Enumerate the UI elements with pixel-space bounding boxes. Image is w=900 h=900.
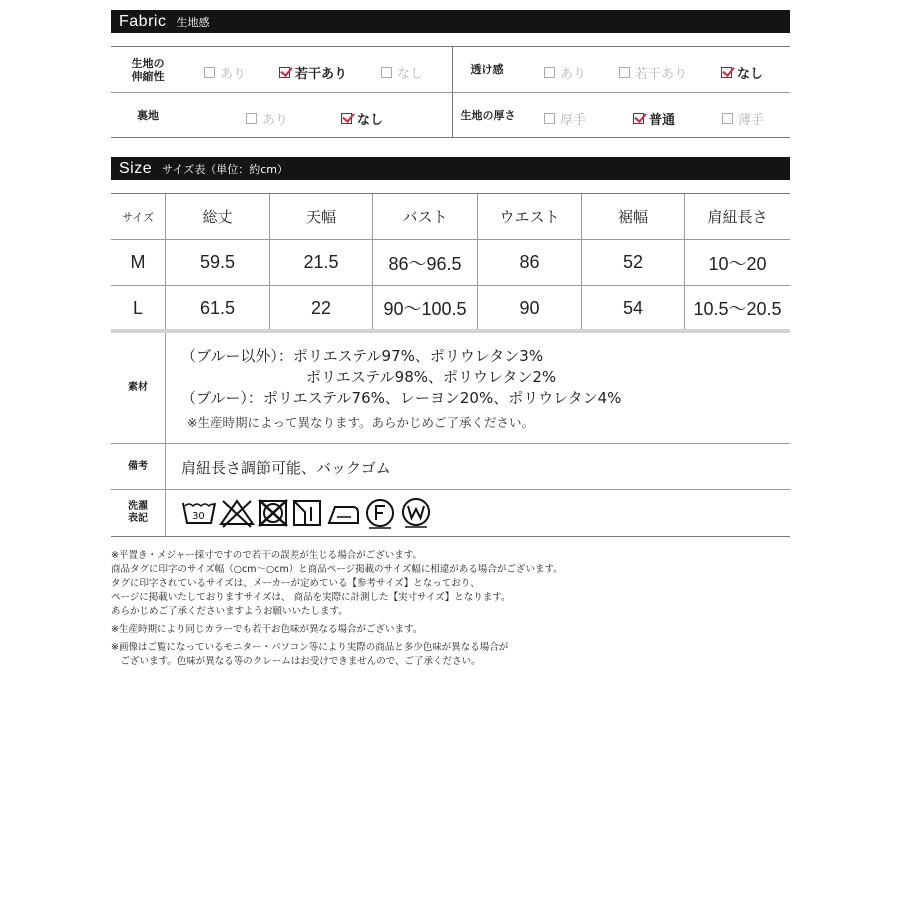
stretch-label: 生地の 伸縮性	[131, 57, 165, 83]
no-tumble-dry-icon	[257, 497, 289, 533]
remarks-text: 肩紐長さ調節可能、バックゴム	[181, 459, 391, 477]
thickness-option-futsuu: 普通	[633, 109, 675, 128]
checkbox-icon	[544, 67, 555, 78]
care-row	[111, 490, 790, 536]
size-title: Size	[119, 159, 153, 177]
table-cell: L	[111, 286, 166, 330]
fabric-row-1	[111, 47, 790, 93]
fabric-title: Fabric	[119, 12, 167, 30]
footnote-line: ※生産時期により同じカラーでも若干お色味が異なる場合がございます。	[111, 624, 423, 635]
fabric-subtitle: 生地感	[176, 15, 210, 29]
footnote-line: 商品タグに印字のサイズ幅（○cm〜○cm）と商品ページ掲載のサイズ幅に相違がある場合がございます。	[111, 564, 563, 575]
table-cell: 90	[478, 286, 582, 330]
sheer-option-jakkan: 若干あり	[619, 63, 687, 82]
checkbox-icon	[544, 113, 555, 124]
table-cell: 61.5	[166, 286, 270, 330]
size-row-m	[111, 240, 790, 286]
header-cell-strap: 肩紐長さ	[707, 208, 768, 226]
svg-text:30: 30	[192, 511, 205, 522]
header-cell-bust: バスト	[373, 194, 478, 239]
fabric-table	[111, 46, 790, 138]
table-cell: 10〜20	[708, 253, 767, 274]
footnote-line: ページに掲載いたしておりますサイズは、 商品を実際に計測した【実寸サイズ】となります。	[111, 592, 511, 603]
thickness-option-usude: 薄手	[722, 109, 764, 128]
checked-checkbox-icon	[341, 113, 352, 124]
line-dry-shade-icon	[291, 497, 323, 533]
no-bleach-icon	[219, 497, 255, 533]
care-icons	[181, 497, 435, 533]
lining-option-ari: あり	[246, 109, 288, 128]
checked-checkbox-icon	[633, 113, 644, 124]
table-cell: 21.5	[270, 240, 373, 285]
size-header-row	[111, 194, 790, 240]
table-cell: 10.5〜20.5	[693, 299, 782, 319]
care-label: 洗濯 表記	[111, 490, 166, 536]
checkbox-icon	[204, 67, 215, 78]
checkbox-icon	[722, 113, 733, 124]
material-row	[111, 333, 790, 444]
lining-option-nashi: なし	[341, 109, 383, 128]
stretch-option-nashi: なし	[381, 63, 423, 82]
footnote-line: あらかじめご了承くださいますようお願いいたします。	[111, 606, 348, 617]
iron-low-icon	[325, 497, 361, 533]
checkbox-icon	[246, 113, 257, 124]
footnotes	[111, 549, 563, 669]
fabric-section-header	[111, 10, 790, 33]
table-cell: 59.5	[166, 240, 270, 285]
lining-label: 裏地	[137, 109, 159, 122]
footnote-line: ※平置き・メジャー採寸ですので若干の誤差が生じる場合がございます。	[111, 550, 423, 561]
stretch-option-jakkan: 若干あり	[279, 63, 347, 82]
size-row-l	[111, 286, 790, 330]
sheer-option-ari: あり	[544, 63, 586, 82]
thickness-label: 生地の厚さ	[460, 109, 516, 122]
size-section-header	[111, 157, 790, 180]
material-line-3: （ブルー）：ポリエステル76%、レーヨン20%、ポリウレタン4%	[181, 389, 622, 407]
stretch-option-ari: あり	[204, 63, 246, 82]
remarks-row	[111, 444, 790, 490]
footnote-line: ※画像はご覧になっているモニター・パソコン等により実際の商品と多少色味が異なる場合が	[111, 642, 509, 653]
header-cell-waist: ウエスト	[478, 194, 582, 239]
footnote-line: タグに印字されているサイズは、メーカーが定めている【参考サイズ】となっており、	[111, 578, 480, 589]
checked-checkbox-icon	[721, 67, 732, 78]
header-cell-size: サイズ	[111, 194, 166, 239]
size-table	[111, 193, 790, 332]
table-cell: 52	[582, 240, 685, 285]
material-line-2: ポリエステル98%、ポリウレタン2%	[306, 368, 557, 386]
checkbox-icon	[619, 67, 630, 78]
table-cell: M	[111, 240, 166, 285]
material-note: ※生産時期によって異なります。あらかじめご了承ください。	[187, 415, 534, 430]
size-subtitle: サイズ表（単位：約cm）	[162, 162, 289, 176]
fabric-row-2	[111, 93, 790, 138]
checked-checkbox-icon	[279, 67, 290, 78]
table-cell: 90〜100.5	[373, 286, 478, 330]
info-table	[111, 333, 790, 537]
material-label: 素材	[111, 333, 166, 443]
thickness-option-atsude: 厚手	[544, 109, 586, 128]
dry-clean-f-icon	[363, 497, 397, 533]
sheer-option-nashi: なし	[721, 63, 763, 82]
footnote-line: ございます。色味が異なる等のクレームはお受けできませんので、ご了承ください。	[111, 656, 481, 667]
wash-30-icon	[181, 497, 217, 533]
header-cell-top-width: 天幅	[270, 194, 373, 239]
remarks-label: 備考	[111, 444, 166, 489]
table-cell: 54	[582, 286, 685, 330]
table-cell: 86〜96.5	[373, 240, 478, 285]
table-cell: 22	[270, 286, 373, 330]
header-cell-length: 総丈	[166, 194, 270, 239]
material-line-1: （ブルー以外）：ポリエステル97%、ポリウレタン3%	[181, 347, 544, 365]
table-cell: 86	[478, 240, 582, 285]
header-cell-hem: 裾幅	[582, 194, 685, 239]
wet-clean-w-icon	[399, 497, 433, 533]
checkbox-icon	[381, 67, 392, 78]
sheer-label: 透け感	[470, 63, 504, 76]
